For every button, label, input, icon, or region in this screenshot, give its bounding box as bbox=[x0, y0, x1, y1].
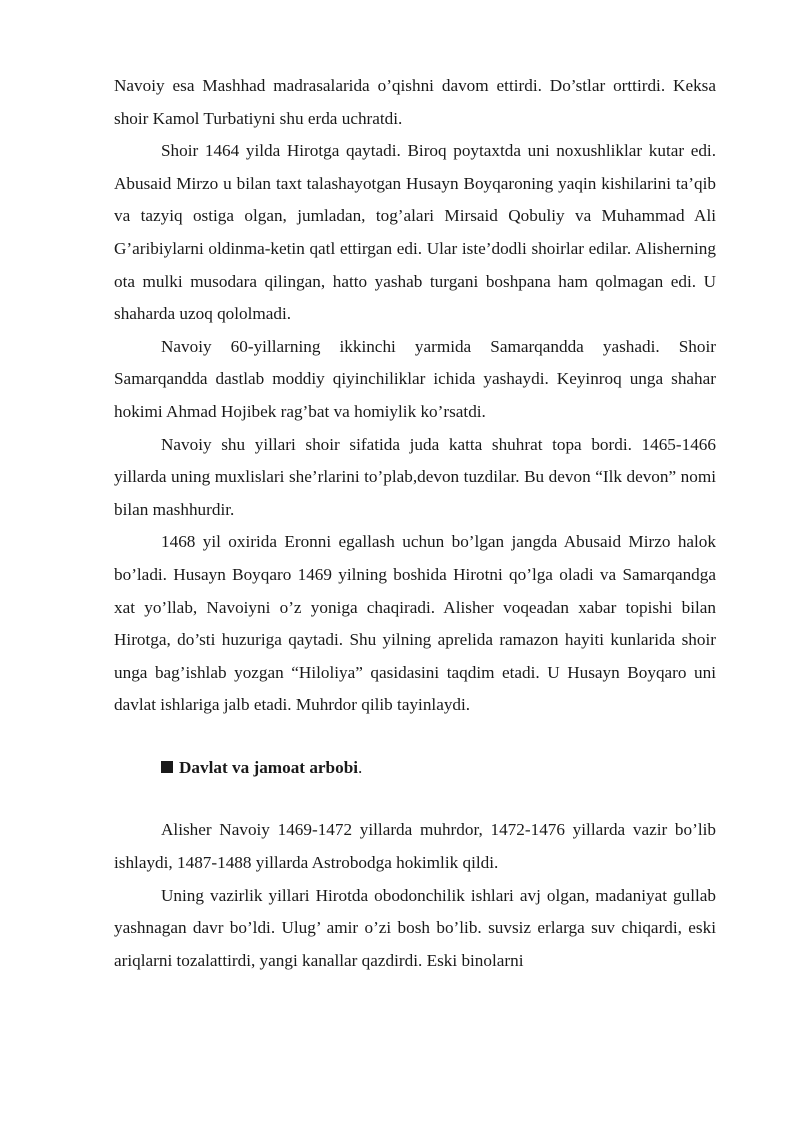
paragraph-7: Uning vazirlik yillari Hirotda obodonchilik ishlari avj olgan, madaniyat gullab yashnagan davr bo’ldi. Ulug’ amir o’zi bosh bo’lib. suvsiz erlarga suv chiqardi, eski ariqlarni tozalattirdi, yangi kanallar qazdirdi. Eski binolarni bbox=[114, 885, 716, 970]
section-heading-title: Davlat va jamoat arbobi bbox=[179, 757, 359, 777]
paragraph-2: Shoir 1464 yilda Hirotga qaytadi. Biroq poytaxtda uni noxushliklar kutar edi. Abusaid Mirzo u bilan taxt talashayotgan Husayn Boyqaroning yaqin kishilarini ta’qib va tazyiq ostiga olgan, jumladan, tog’alari Mirsaid Qobuliy va Muhammad Ali G’aribiylarni oldinma-ketin qatl ettirgan edi. Ular iste’dodli shoirlar edilar. Alisherning ota mulki musodara qilingan, hatto yashab turgani boshpana ham qolmagan edi. U shaharda uzoq qololmadi. bbox=[114, 141, 716, 324]
paragraph-5: 1468 yil oxirida Eronni egallash uchun bo’lgan jangda Abusaid Mirzo halok bo’ladi. Husayn Boyqaro 1469 yilning boshida Hirotni qo’lga oladi va Samarqandga xat yo’llab, Navoiyni o’z yoniga chaqiradi. Alisher voqeadan xabar topishi bilan Hirotga, do’sti huzuriga qaytadi. Shu yilning aprelida ramazon hayiti kunlarida shoir unga bag’ishlab yozgan “Hiloliya” qasidasini taqdim etadi. U Husayn Boyqaro uni davlat ishlariga jalb etadi. Muhrdor qilib tayinlaydi. bbox=[114, 532, 716, 715]
square-bullet-icon bbox=[161, 761, 173, 773]
section-heading bbox=[114, 752, 716, 785]
paragraph-3: Navoiy 60-yillarning ikkinchi yarmida Samarqandda yashadi. Shoir Samarqandda dastlab moddiy qiyinchiliklar ichida yashaydi. Keyinroq unga shahar hokimi Ahmad Hojibek rag’bat va homiylik ko’rsatdi. bbox=[114, 336, 716, 421]
document-page bbox=[114, 70, 716, 977]
paragraph-1: Navoiy esa Mashhad madrasalarida o’qishni davom ettirdi. Do’stlar orttirdi. Keksa shoir Kamol Turbatiyni shu erda uchratdi. bbox=[114, 76, 716, 128]
paragraph-4: Navoiy shu yillari shoir sifatida juda katta shuhrat topa bordi. 1465-1466 yillarda uning muxlislari she’rlarini to’plab,devon tuzdilar. Bu devon “Ilk devon” nomi bilan mashhurdir. bbox=[114, 434, 716, 519]
section-heading-suffix: . bbox=[358, 757, 363, 777]
paragraph-6: Alisher Navoiy 1469-1472 yillarda muhrdor, 1472-1476 yillarda vazir bo’lib ishlaydi, 1487-1488 yillarda Astrobodga hokimlik qildi. bbox=[114, 820, 716, 873]
